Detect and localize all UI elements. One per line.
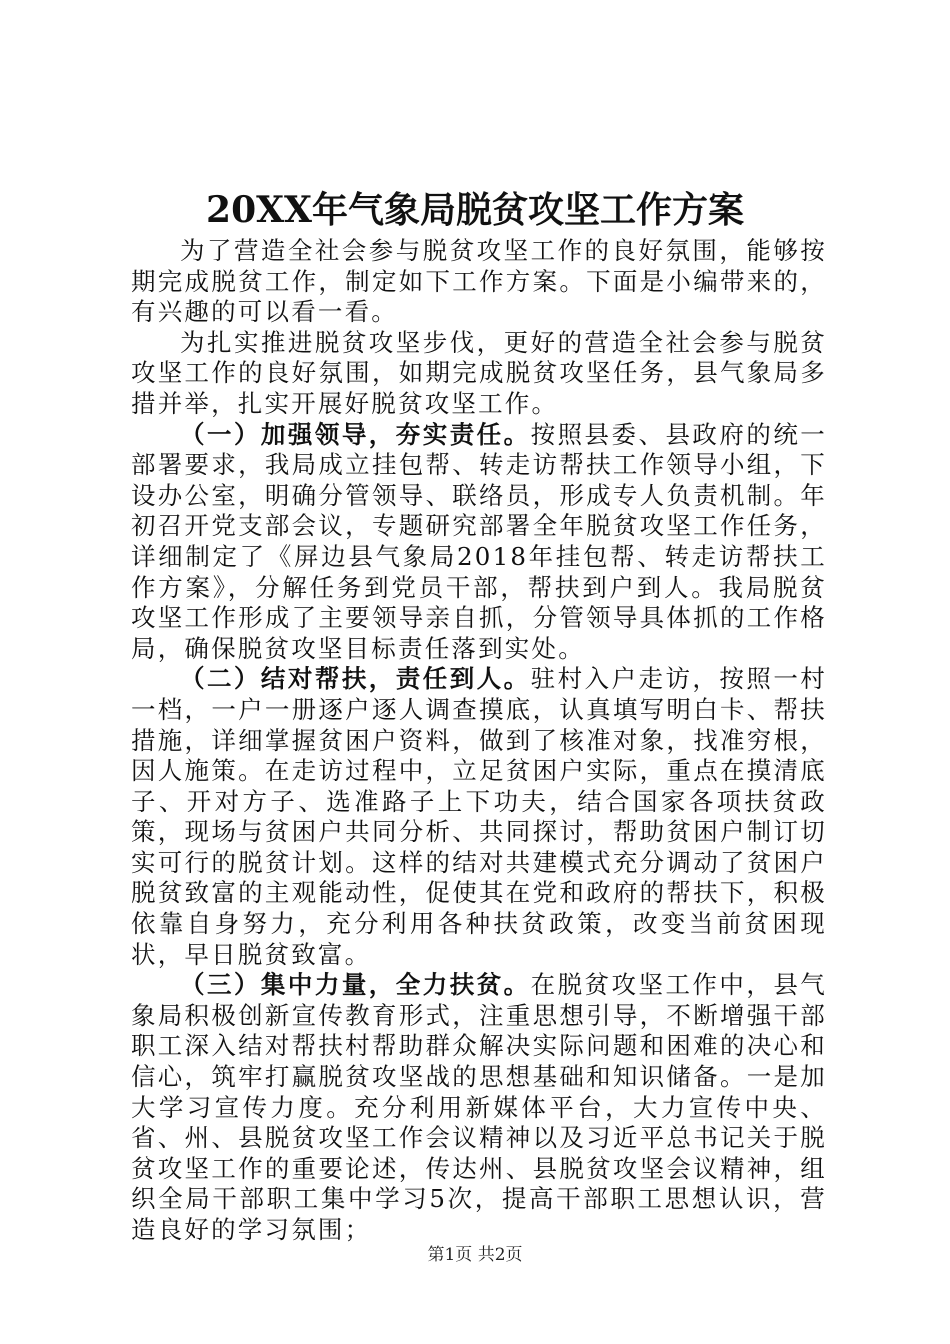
section-heading: （三）集中力量，全力扶贫。 bbox=[180, 970, 531, 1000]
document-title: 20XX年气象局脱贫攻坚工作方案 bbox=[206, 189, 744, 231]
paragraph-intro bbox=[131, 236, 827, 328]
paragraph-text: 为扎实推进脱贫攻坚步伐，更好的营造全社会参与脱贫攻坚工作的良好氛围，如期完成脱贫攻坚任务，县气象局多措并举，扎实开展好脱贫攻坚工作。 bbox=[131, 327, 827, 418]
section-heading: （一）加强领导，夯实责任。 bbox=[180, 419, 531, 449]
document-body bbox=[131, 236, 827, 1246]
section-heading: （二）结对帮扶，责任到人。 bbox=[180, 664, 531, 694]
paragraph-text: 按照县委、县政府的统一部署要求，我局成立挂包帮、转走访帮扶工作领导小组，下设办公室，明确分管领导、联络员，形成专人负责机制。年初召开党支部会议，专题研究部署全年脱贫攻坚工作任务，详细制定了《屏边县气象局2018年挂包帮、转走访帮扶工作方案》，分解任务到党员干部，帮扶到户到人。我局脱贫攻坚工作形成了主要领导亲自抓，分管领导具体抓的工作格局，确保脱贫攻坚目标责任落到实处。 bbox=[131, 419, 827, 663]
paragraph-text: 为了营造全社会参与脱贫攻坚工作的良好氛围，能够按期完成脱贫工作，制定如下工作方案。下面是小编带来的，有兴趣的可以看一看。 bbox=[131, 236, 827, 327]
paragraph-background bbox=[131, 328, 827, 420]
paragraph-section-1 bbox=[131, 420, 827, 665]
paragraph-text: 驻村入户走访，按照一村一档，一户一册逐户逐人调查摸底，认真填写明白卡、帮扶措施，详细掌握贫困户资料，做到了核准对象，找准穷根，因人施策。在走访过程中，立足贫困户实际，重点在摸清底子、开对方子、选准路子上下功夫，结合国家各项扶贫政策，现场与贫困户共同分析、共同探讨，帮助贫困户制订切实可行的脱贫计划。这样的结对共建模式充分调动了贫困户脱贫致富的主观能动性，促使其在党和政府的帮扶下，积极依靠自身努力，充分利用各种扶贫政策，改变当前贫困现状，早日脱贫致富。 bbox=[131, 664, 827, 969]
paragraph-section-2 bbox=[131, 664, 827, 970]
paragraph-section-3 bbox=[131, 970, 827, 1245]
page-footer: 第1页 共2页 bbox=[427, 1245, 523, 1265]
paragraph-text: 在脱贫攻坚工作中，县气象局积极创新宣传教育形式，注重思想引导，不断增强干部职工深入结对帮扶村帮助群众解决实际问题和困难的决心和信心，筑牢打赢脱贫攻坚战的思想基础和知识储备。一是加大学习宣传力度。充分利用新媒体平台，大力宣传中央、省、州、县脱贫攻坚工作会议精神以及习近平总书记关于脱贫攻坚工作的重要论述，传达州、县脱贫攻坚会议精神，组织全局干部职工集中学习5次，提高干部职工思想认识，营造良好的学习氛围； bbox=[131, 970, 827, 1244]
